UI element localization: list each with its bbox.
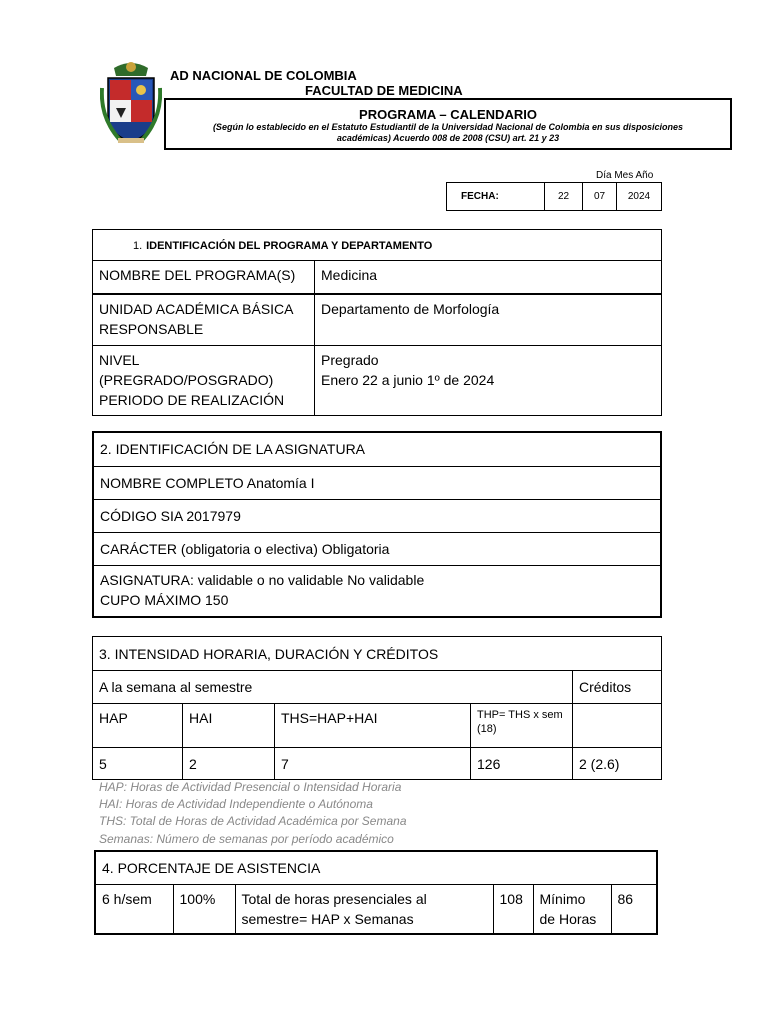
period-label: PERIODO DE REALIZACIÓN [99,392,285,408]
per-week-semester-label: A la semana al semestre [93,671,573,704]
program-name-value: Medicina [315,261,662,294]
section2-title: 2. IDENTIFICACIÓN DE LA ASIGNATURA [93,432,661,466]
level-options-label: (PREGRADO/POSGRADO) [99,372,274,388]
hap-value: 5 [93,748,183,780]
section3-title: 3. INTENSIDAD HORARIA, DURACIÓN Y CRÉDITOS [93,637,662,671]
total-presential-hours-label: Total de horas presenciales al semestre= HAP x Semanas [235,884,493,934]
attendance-hours-week: 6 h/sem [95,884,173,934]
minimum-hours-value: 86 [611,884,657,934]
course-quota: CUPO MÁXIMO 150 [100,591,229,608]
credits-header [573,704,662,748]
page-subtitle: (Según lo establecido en el Estatuto Estudiantil de la Universidad Nacional de Colombia en sus disposiciones académicas) Acuerdo 008 de 2008 (CSU) art. 21 y 23 [212,122,684,143]
total-presential-hours-value: 108 [493,884,533,934]
thp-header: THP= THS x sem (18) [471,704,573,748]
faculty-name: FACULTAD DE MEDICINA [305,83,463,98]
note-hai: HAI: Horas de Actividad Independiente o Autónoma [99,797,373,811]
note-weeks: Semanas: Número de semanas por período académico [99,832,394,846]
date-day: 22 [545,183,583,211]
date-label: FECHA: [447,183,545,211]
title-box [164,98,732,150]
section1-number: 1. [133,240,143,252]
course-validation-quota [93,565,661,617]
section-attendance [94,850,658,935]
hap-header: HAP [93,704,183,748]
course-character: CARÁCTER (obligatoria o electiva) Obligatoria [93,532,661,565]
program-name-label: NOMBRE DEL PROGRAMA(S) [93,261,315,294]
credits-label: Créditos [573,671,662,704]
course-code: CÓDIGO SIA 2017979 [93,499,661,532]
level-period-value [315,346,662,416]
note-hap: HAP: Horas de Actividad Presencial o Intensidad Horaria [99,780,402,794]
section-hours-credits [92,636,662,780]
level-value: Pregrado [321,352,379,368]
university-name: AD NACIONAL DE COLOMBIA [170,68,357,83]
course-full-name: NOMBRE COMPLETO Anatomía I [93,466,661,499]
hai-header: HAI [183,704,275,748]
level-label: NIVEL [99,352,140,368]
university-shield-icon [100,58,162,146]
thp-value: 126 [471,748,573,780]
attendance-percentage: 100% [173,884,235,934]
section-course-identification [92,431,662,618]
level-period-label [93,346,315,416]
date-legend: Día Mes Año [596,170,654,181]
section-program-identification [92,229,662,416]
minimum-hours-label: Mínimo de Horas [533,884,611,934]
page-title: PROGRAMA – CALENDARIO [359,107,537,122]
academic-unit-label: UNIDAD ACADÉMICA BÁSICA RESPONSABLE [93,294,315,346]
credits-value: 2 (2.6) [573,748,662,780]
date-year: 2024 [617,183,662,211]
date-month: 07 [583,183,617,211]
ths-value: 7 [275,748,471,780]
section1-title: IDENTIFICACIÓN DEL PROGRAMA Y DEPARTAMENTO [146,240,433,252]
hai-value: 2 [183,748,275,780]
academic-unit-value: Departamento de Morfología [315,294,662,346]
ths-header: THS=HAP+HAI [275,704,471,748]
note-ths: THS: Total de Horas de Actividad Académica por Semana [99,814,407,828]
course-validation: ASIGNATURA: validable o no validable No validable [100,571,425,588]
section4-title: 4. PORCENTAJE DE ASISTENCIA [95,851,657,884]
date-table [446,182,662,211]
period-value: Enero 22 a junio 1º de 2024 [321,372,495,388]
section1-header [93,230,662,261]
